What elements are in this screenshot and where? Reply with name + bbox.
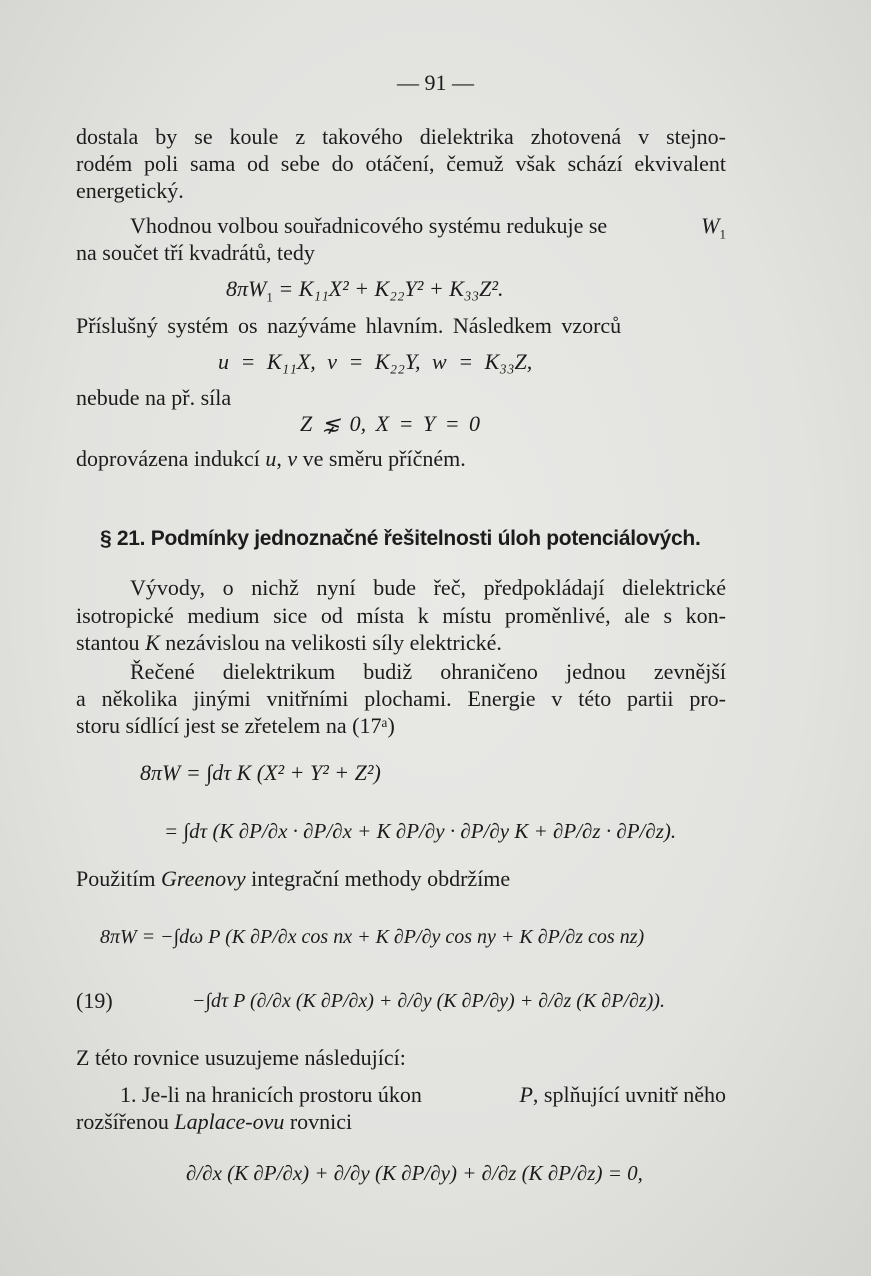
symbol-p: P — [519, 1082, 533, 1107]
equation-uvw: u = K₁₁X, v = K₂₂Y, w = K₃₃Z, — [218, 349, 533, 374]
paragraph-line: Vývody, o nichž nyní bude řeč, předpokládají dielektrické — [130, 575, 726, 600]
equation-17a-line1: 8πW = ∫dτ K (X² + Y² + Z²) — [140, 760, 381, 785]
equation-17a-line2: = ∫dτ (K ∂P/∂x · ∂P/∂x + K ∂P/∂y · ∂P/∂y K + ∂P/∂z · ∂P/∂z). — [164, 819, 677, 843]
subscript: 1 — [266, 289, 273, 305]
text-span: Vhodnou volbou souřadnicového systému redukuje se — [130, 213, 608, 238]
equation-force: Z ⋦ 0, X = Y = 0 — [300, 411, 481, 436]
page-number: — 91 — — [397, 70, 474, 95]
text-span: ve směru příčném. — [302, 446, 466, 471]
text-span: Použitím — [76, 866, 156, 891]
list-item-line — [120, 1082, 726, 1108]
text-span: 1. Je-li na hranicích prostoru úkon — [120, 1082, 422, 1107]
paragraph-line: storu sídlící jest se zřetelem na (17ᵃ) — [76, 713, 395, 738]
author-name: Greenovy — [160, 866, 246, 891]
text-span: , — [276, 446, 282, 471]
equation-laplace: ∂/∂x (K ∂P/∂x) + ∂/∂y (K ∂P/∂y) + ∂/∂z (K ∂P/∂z) = 0, — [186, 1161, 643, 1185]
symbol-u: u — [265, 446, 277, 471]
paragraph-line: isotropické medium sice od místa k místu proměnlivé, ale s kon- — [76, 603, 726, 628]
eq-rhs: = K₁₁X² + K₂₂Y² + K₃₃Z². — [278, 276, 504, 301]
eq-lhs: 8πW — [226, 276, 267, 301]
list-item-line — [76, 1109, 352, 1135]
symbol-v: v — [287, 446, 298, 471]
symbol-w: W — [701, 213, 720, 238]
subscript: 1 — [719, 226, 726, 242]
text-span: nezávislou na velikosti síly elektrické. — [165, 630, 502, 655]
text-span: rovnici — [289, 1109, 353, 1134]
text-span: doprovázena indukcí — [76, 446, 260, 471]
paragraph-line: dostala by se koule z takového dielektrika zhotovená v stejno- — [76, 124, 726, 149]
paragraph-line: energetický. — [76, 178, 184, 203]
symbol-k: K — [145, 630, 160, 655]
equation-name: Laplace-ovu — [174, 1109, 285, 1134]
paragraph-line: rodém poli sama od sebe do otáčení, čemuž však schází ekvivalent — [76, 151, 726, 176]
text-span: stantou — [76, 630, 140, 655]
text-span: integrační methody obdržíme — [251, 866, 511, 891]
equation-label: (19) — [76, 988, 113, 1013]
paragraph-line — [130, 213, 726, 242]
paragraph-line: Příslušný systém os nazýváme hlavním. Následkem vzorců — [76, 313, 622, 338]
text-span: rozšířenou — [76, 1109, 169, 1134]
paragraph-line — [76, 446, 466, 472]
paragraph-line: Z této rovnice usuzujeme následující: — [76, 1045, 406, 1070]
equation-19-line1: 8πW = −∫dω P (K ∂P/∂x cos nx + K ∂P/∂y cos ny + K ∂P/∂z cos nz) — [100, 926, 645, 948]
paragraph-line: na součet tří kvadrátů, tedy — [76, 240, 315, 265]
text-span: , splňující uvnitř něho — [532, 1082, 726, 1107]
section-heading: § 21. Podmínky jednoznačné řešitelnosti úloh potenciálových. — [100, 527, 701, 550]
equation-energy — [226, 276, 504, 305]
paragraph-line: nebude na př. síla — [76, 385, 232, 410]
paragraph-line: Řečené dielektrikum budiž ohraničeno jednou zevnější — [130, 659, 726, 684]
paragraph-line: a několika jinými vnitřními plochami. Energie v této partii pro- — [76, 686, 726, 711]
paragraph-line — [76, 866, 510, 892]
paragraph-line — [76, 630, 502, 656]
equation-19-line2: −∫dτ P (∂/∂x (K ∂P/∂x) + ∂/∂y (K ∂P/∂y) + ∂/∂z (K ∂P/∂z)). — [192, 990, 665, 1012]
